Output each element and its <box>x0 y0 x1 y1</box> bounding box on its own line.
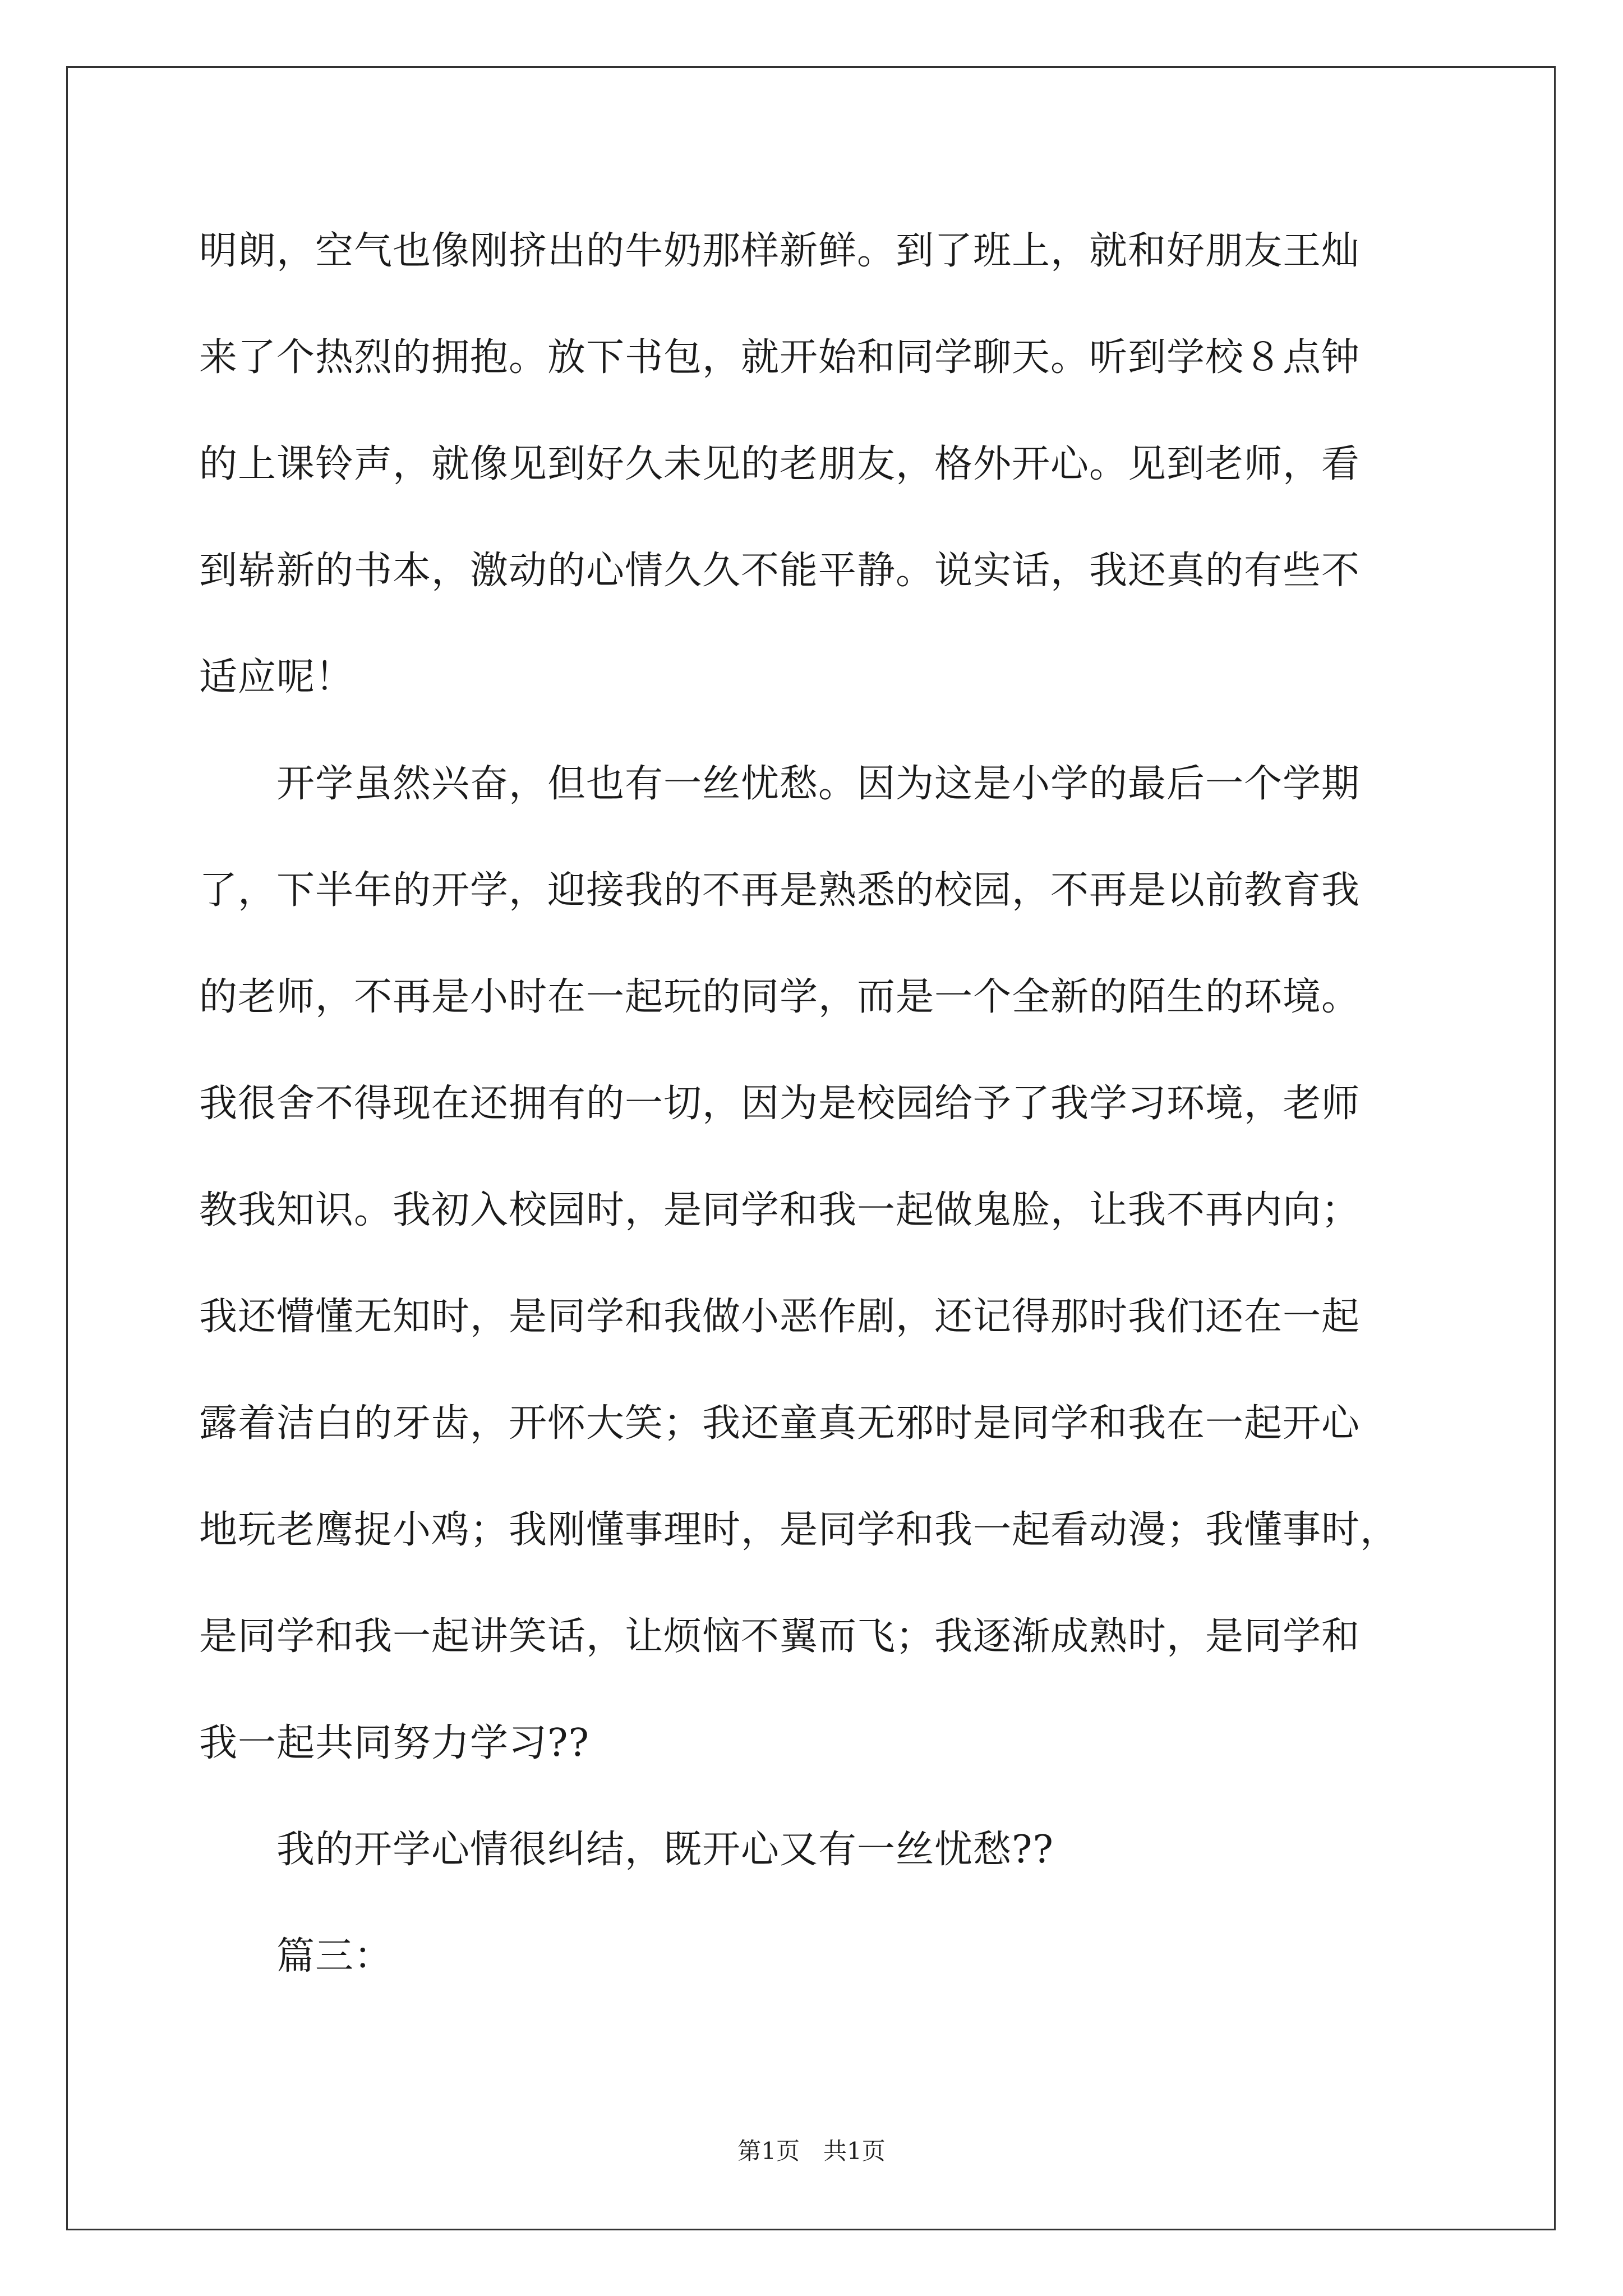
text-line: 我很舍不得现在还拥有的一切，因为是校园给予了我学习环境，老师 <box>199 1082 1361 1126</box>
text-line: 来了个热烈的拥抱。放下书包，就开始和同学聊天。听到学校８点钟 <box>199 335 1361 380</box>
paragraph-1 <box>199 218 1461 751</box>
text-line: 我的开学心情很纠结，既开心又有一丝忧愁?? <box>199 1828 1054 1872</box>
text-line: 露着洁白的牙齿，开怀大笑；我还童真无邪时是同学和我在一起开心 <box>199 1401 1361 1446</box>
text-line: 的上课铃声，就像见到好久未见的老朋友，格外开心。见到老师，看 <box>199 442 1361 486</box>
paragraph-3 <box>199 1816 1461 1923</box>
text-line: 了，下半年的开学，迎接我的不再是熟悉的校园，不再是以前教育我 <box>199 868 1361 913</box>
section-heading: 篇三： <box>199 1934 393 1978</box>
document-body <box>199 218 1461 2030</box>
text-line: 我一起共同努力学习?? <box>199 1721 589 1765</box>
text-line: 到崭新的书本，激动的心情久久不能平静。说实话，我还真的有些不 <box>199 549 1361 593</box>
text-line: 是同学和我一起讲笑话，让烦恼不翼而飞；我逐渐成熟时，是同学和 <box>199 1614 1361 1659</box>
page-number-footer: 第1页 共1页 <box>737 2137 886 2165</box>
paragraph-2 <box>199 751 1461 1816</box>
text-line: 地玩老鹰捉小鸡；我刚懂事理时，是同学和我一起看动漫；我懂事时， <box>199 1508 1399 1552</box>
text-line: 我还懵懂无知时，是同学和我做小恶作剧，还记得那时我们还在一起 <box>199 1295 1361 1339</box>
paragraph-4 <box>199 1923 1461 2030</box>
text-line: 的老师，不再是小时在一起玩的同学，而是一个全新的陌生的环境。 <box>199 975 1361 1019</box>
text-line: 适应呢！ <box>199 655 354 700</box>
text-line: 开学虽然兴奋，但也有一丝忧愁。因为这是小学的最后一个学期 <box>199 762 1361 806</box>
text-line: 教我知识。我初入校园时，是同学和我一起做鬼脸，让我不再内向； <box>199 1188 1361 1232</box>
text-line: 明朗，空气也像刚挤出的牛奶那样新鲜。到了班上，就和好朋友王灿 <box>199 229 1361 273</box>
